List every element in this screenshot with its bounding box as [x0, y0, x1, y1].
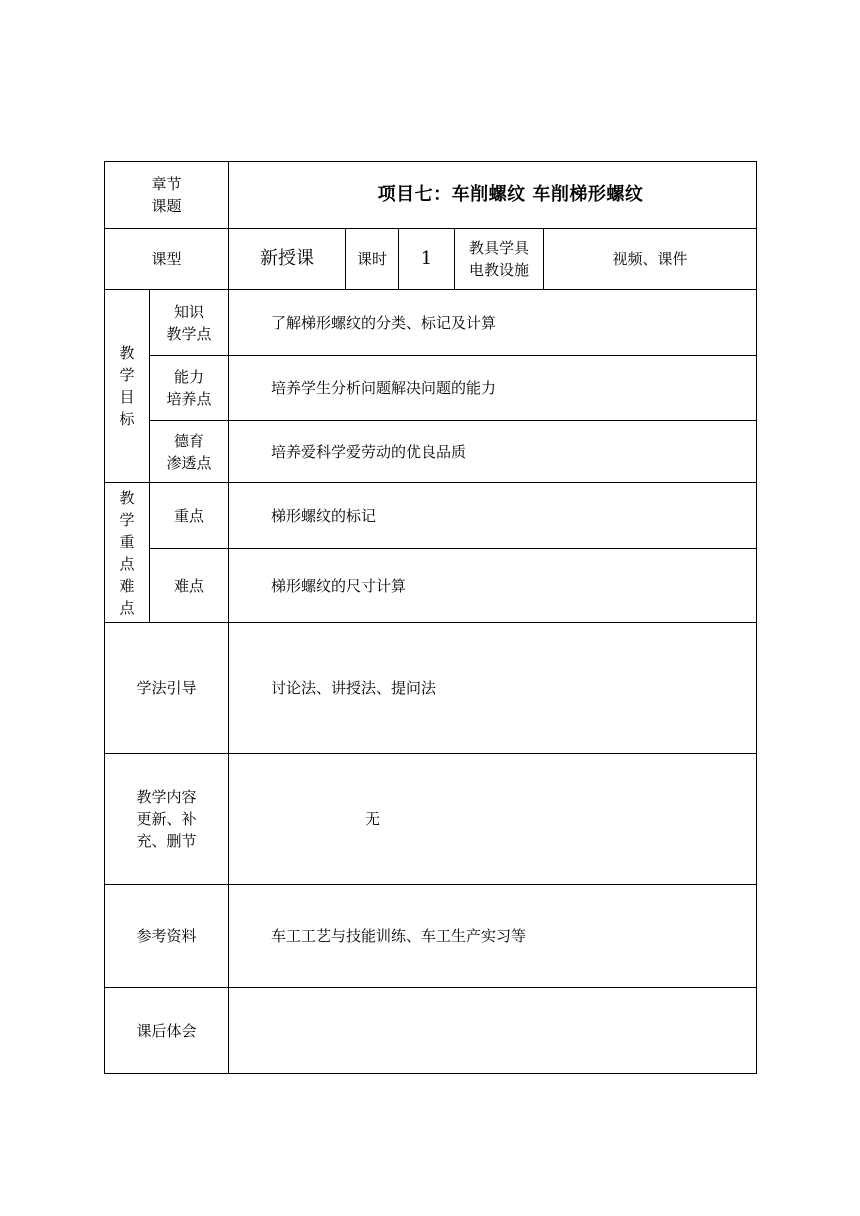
reflection-value — [229, 988, 757, 1074]
difficult-point-label: 难点 — [150, 549, 229, 623]
course-type-value: 新授课 — [229, 229, 346, 290]
hours-label: 课时 — [346, 229, 399, 290]
lesson-plan-table — [104, 161, 757, 1074]
tools-label-cell — [455, 229, 544, 290]
tools-label-line-2: 电教设施 — [469, 261, 530, 279]
key-points-char-5: 难 — [119, 576, 135, 595]
objective-row-ability — [105, 356, 757, 421]
knowledge-label-line-1: 知识 — [174, 302, 205, 321]
references-label: 参考资料 — [105, 885, 229, 988]
key-point-row — [105, 483, 757, 549]
objective-row-knowledge — [105, 290, 757, 356]
method-row — [105, 623, 757, 754]
content-update-label-line-2: 更新、补 — [136, 810, 197, 828]
key-points-char-1: 教 — [119, 488, 135, 507]
content-update-label-line-1: 教学内容 — [136, 788, 197, 806]
key-points-group-label — [105, 483, 150, 623]
ability-value: 培养学生分析问题解决问题的能力 — [229, 356, 757, 421]
content-update-label-line-3: 充、删节 — [136, 832, 197, 850]
title-row — [105, 162, 757, 229]
course-row — [105, 229, 757, 290]
topic-label: 课题 — [151, 197, 182, 215]
key-point-value: 梯形螺纹的标记 — [229, 483, 757, 549]
difficult-point-row — [105, 549, 757, 623]
objective-row-moral — [105, 421, 757, 483]
moral-label-line-1: 德育 — [174, 431, 205, 450]
key-points-char-3: 重 — [119, 532, 135, 551]
reflection-label: 课后体会 — [105, 988, 229, 1074]
chapter-label: 章节 — [151, 175, 182, 193]
objectives-char-3: 目 — [119, 388, 135, 406]
course-type-label: 课型 — [105, 229, 229, 290]
reflection-row — [105, 988, 757, 1074]
key-point-label: 重点 — [150, 483, 229, 549]
references-row — [105, 885, 757, 988]
content-update-row — [105, 754, 757, 885]
method-label: 学法引导 — [105, 623, 229, 754]
key-points-char-6: 点 — [119, 598, 135, 617]
moral-label-line-2: 渗透点 — [166, 453, 212, 472]
tools-label-line-1: 教具学具 — [469, 239, 530, 257]
content-update-value: 无 — [229, 754, 757, 885]
lesson-title: 项目七：车削螺纹 车削梯形螺纹 — [229, 162, 757, 229]
moral-label — [150, 421, 229, 483]
ability-label-line-1: 能力 — [174, 368, 205, 386]
objectives-char-4: 标 — [119, 410, 135, 428]
objectives-char-2: 学 — [119, 366, 135, 384]
objectives-group-label — [105, 290, 150, 483]
knowledge-label-line-2: 教学点 — [166, 324, 212, 343]
chapter-label-cell — [105, 162, 229, 229]
hours-value: 1 — [399, 229, 455, 290]
difficult-point-value: 梯形螺纹的尺寸计算 — [229, 549, 757, 623]
ability-label — [150, 356, 229, 421]
content-update-label — [105, 754, 229, 885]
knowledge-value: 了解梯形螺纹的分类、标记及计算 — [229, 290, 757, 356]
key-points-char-4: 点 — [119, 554, 135, 573]
ability-label-line-2: 培养点 — [166, 390, 212, 408]
objectives-char-1: 教 — [119, 344, 135, 362]
key-points-char-2: 学 — [119, 510, 135, 529]
tools-value: 视频、课件 — [544, 229, 757, 290]
moral-value: 培养爱科学爱劳动的优良品质 — [229, 421, 757, 483]
knowledge-label — [150, 290, 229, 356]
method-value: 讨论法、讲授法、提问法 — [229, 623, 757, 754]
references-value: 车工工艺与技能训练、车工生产实习等 — [229, 885, 757, 988]
lesson-plan-sheet — [104, 161, 756, 1074]
